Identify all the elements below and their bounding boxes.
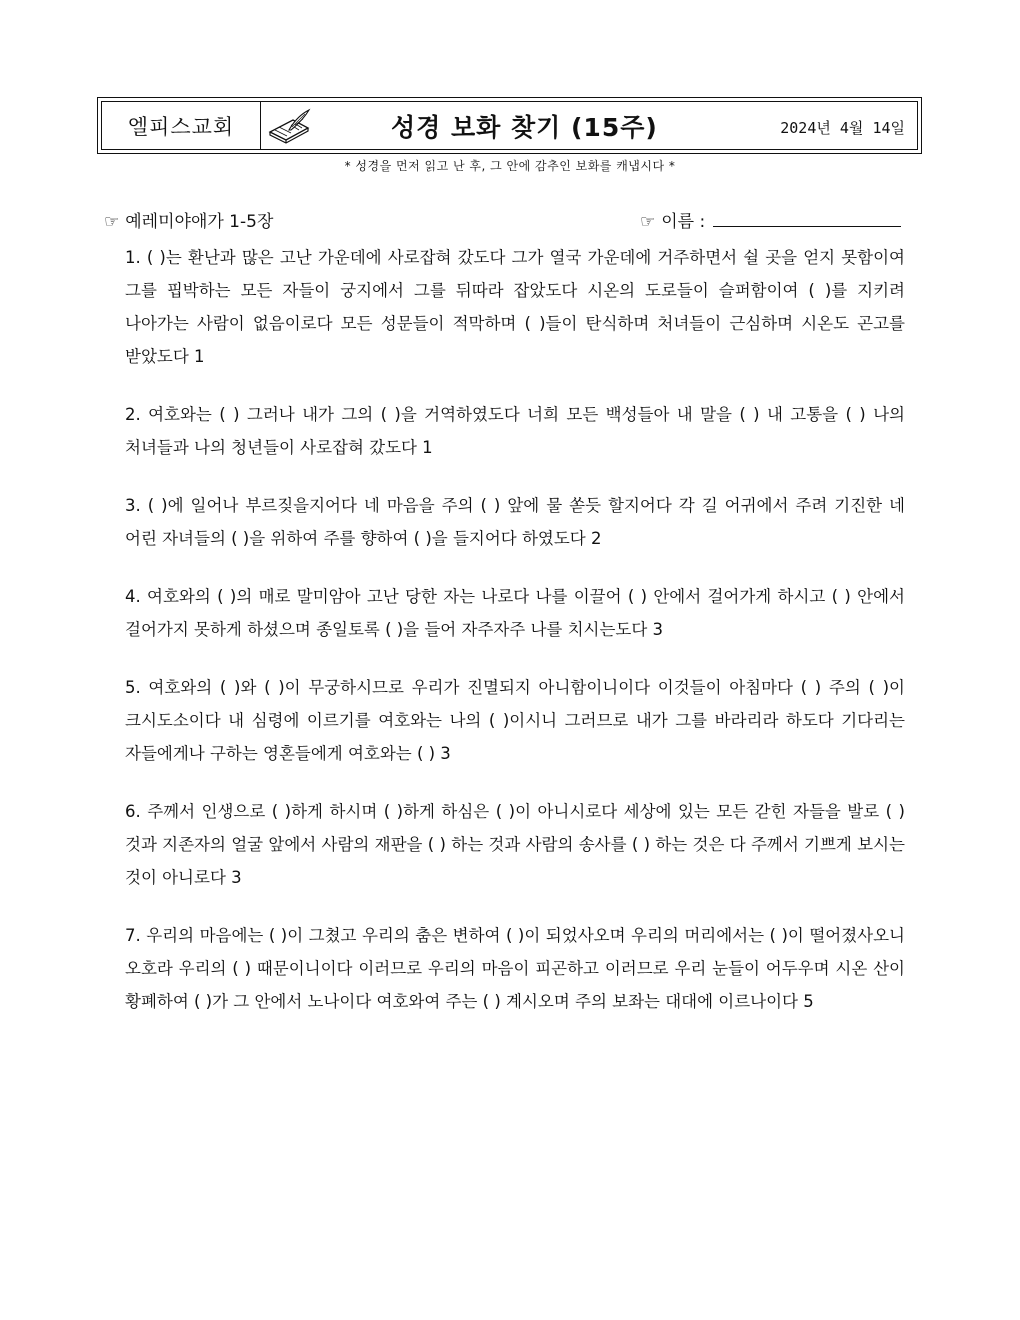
name-field [640,207,901,232]
name-input-line[interactable] [713,208,901,227]
question-6: 6. 주께서 인생으로 ( )하게 하시며 ( )하게 하심은 ( )이 아니시로다 세상에 있는 모든 갇힌 자들을 발로 ( ) 것과 지존자의 얼굴 앞에서 사람의 재판을 ( ) 하는 것과 사람의 송사를 ( ) 하는 것은 다 주께서 기쁘게 보시는 것이 아니로다 3 [125,802,905,887]
scripture-reference [104,207,273,232]
church-name: 엘피스교회 [102,102,261,149]
header-inner [101,101,918,150]
header-box [97,97,922,154]
question-7: 7. 우리의 마음에는 ( )이 그쳤고 우리의 춤은 변하여 ( )이 되었사오며 우리의 머리에서는 ( )이 떨어졌사오니 오호라 우리의 ( ) 때문이니이다 이러므로 우리의 마음이 피곤하고 이러므로 우리 눈들이 어두우며 시온 산이 황폐하여 ( )가 그 안에서 노나이다 여호와여 주는 ( ) 계시오며 주의 보좌는 대대에 이르나이다 5 [125,926,905,1011]
question-4: 4. 여호와의 ( )의 매로 말미암아 고난 당한 자는 나로다 나를 이끌어 ( ) 안에서 걸어가게 하시고 ( ) 안에서 걸어가지 못하게 하셨으며 종일토록 ( )을 들어 자주자주 나를 치시는도다 3 [125,587,905,639]
question-3: 3. ( )에 일어나 부르짖을지어다 네 마음을 주의 ( ) 앞에 물 쏟듯 할지어다 각 길 어귀에서 주려 기진한 네 어린 자녀들의 ( )을 위하여 주를 향하여 ( )을 들지어다 하였도다 2 [125,496,905,548]
page-title: 성경 보화 찾기 (15주) [391,113,658,142]
pointing-hand-icon: ☞ [104,212,120,232]
pointing-hand-icon: ☞ [640,212,656,232]
title-cell [261,102,917,149]
instruction-text: * 성경을 먼저 읽고 난 후, 그 안에 감추인 보화를 캐냅시다 * [344,159,676,173]
question-1: 1. ( )는 환난과 많은 고난 가운데에 사로잡혀 갔도다 그가 열국 가운데에 거주하면서 쉴 곳을 얻지 못함이여 그를 핍박하는 모든 자들이 궁지에서 그를 뒤따라 잡았도다 시온의 도로들이 슬퍼함이여 ( )를 지키려 나아가는 사람이 없음이로다 모든 성문들이 적막하며 ( )들이 탄식하며 처녀들이 근심하며 시온도 곤고를 받았도다 1 [125,248,905,366]
reference-label: 예레미야애가 1-5장 [125,212,274,232]
question-list [125,241,905,1043]
name-label: 이름 : [661,212,706,232]
date: 2024년 4월 14일 [780,119,905,137]
question-5: 5. 여호와의 ( )와 ( )이 무궁하시므로 우리가 진멸되지 아니함이니이다 이것들이 아침마다 ( ) 주의 ( )이 크시도소이다 내 심령에 이르기를 여호와는 나의 ( )이시니 그러므로 내가 그를 바라리라 하도다 기다리는 자들에게나 구하는 영혼들에게 여호와는 ( ) 3 [125,678,905,763]
book-quill-icon [267,108,311,144]
question-2: 2. 여호와는 ( ) 그러나 내가 그의 ( )을 거역하였도다 너희 모든 백성들아 내 말을 ( ) 내 고통을 ( ) 나의 처녀들과 나의 청년들이 사로잡혀 갔도다 1 [125,405,905,457]
